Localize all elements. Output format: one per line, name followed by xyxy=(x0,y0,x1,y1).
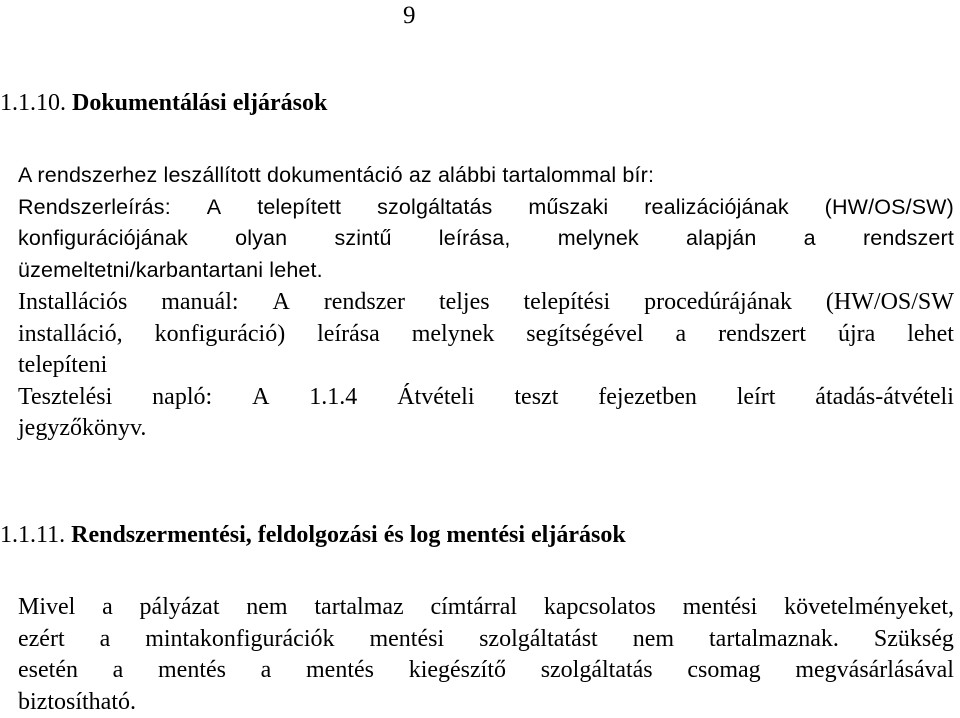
word: a xyxy=(113,655,124,687)
word: konfigurációjának xyxy=(18,223,188,255)
paragraph-line xyxy=(18,624,954,656)
paragraph-line xyxy=(18,319,954,351)
word: (HW/OS/SW) xyxy=(825,192,954,224)
word: a xyxy=(676,319,687,351)
word: nem xyxy=(633,624,674,656)
paragraph-line xyxy=(18,192,954,224)
word: mentés xyxy=(306,655,374,687)
word: (HW/OS/SW xyxy=(826,287,954,319)
word: Szükség xyxy=(874,624,954,656)
section-heading-1-1-11 xyxy=(0,520,626,550)
word: installáció, xyxy=(18,319,123,351)
documentation-intro-paragraph xyxy=(18,160,954,286)
word: pályázat xyxy=(140,592,220,624)
paragraph-line xyxy=(18,592,954,624)
word: újra xyxy=(838,319,875,351)
word: procedúrájának xyxy=(644,287,792,319)
paragraph-line: üzemeltetni/karbantartani lehet. xyxy=(18,255,954,287)
paragraph-line xyxy=(18,382,954,414)
paragraph-line xyxy=(18,223,954,255)
word: szolgáltatás xyxy=(377,192,492,224)
paragraph-line xyxy=(18,655,954,687)
section-title: Dokumentálási eljárások xyxy=(72,90,327,116)
word: szolgáltatás xyxy=(541,655,653,687)
section-number: 1.1.10. xyxy=(0,90,66,116)
word: mintakonfigurációk xyxy=(145,624,334,656)
word: 1.1.4 xyxy=(309,382,357,414)
word: segítségével xyxy=(526,319,643,351)
word: napló: xyxy=(152,382,212,414)
word: telepítési xyxy=(524,287,611,319)
word: a xyxy=(102,592,113,624)
paragraph-line xyxy=(18,287,954,319)
word: melynek xyxy=(412,319,495,351)
word: leírása, xyxy=(439,223,511,255)
word: mentési xyxy=(369,624,444,656)
word: nem xyxy=(246,592,287,624)
word: szintű xyxy=(334,223,391,255)
section-heading-1-1-10 xyxy=(0,88,327,118)
word: leírása xyxy=(317,319,380,351)
word: átadás-átvételi xyxy=(815,382,954,414)
installation-paragraph xyxy=(18,287,954,445)
word: tartalmaznak. xyxy=(709,624,839,656)
word: leírt xyxy=(737,382,776,414)
word: konfiguráció) xyxy=(155,319,286,351)
word: kapcsolatos xyxy=(544,592,656,624)
word: Installációs xyxy=(18,287,127,319)
word: tartalmaz xyxy=(314,592,403,624)
word: esetén xyxy=(18,655,78,687)
word: rendszer xyxy=(324,287,405,319)
word: követelményeket, xyxy=(784,592,954,624)
word: melynek xyxy=(558,223,639,255)
word: alapján xyxy=(686,223,756,255)
word: A xyxy=(207,192,222,224)
paragraph-line: telepíteni xyxy=(18,350,954,382)
word: szolgáltatást xyxy=(479,624,598,656)
word: rendszert xyxy=(863,223,954,255)
word: lehet xyxy=(907,319,954,351)
word: teljes xyxy=(439,287,490,319)
word: Tesztelési xyxy=(18,382,112,414)
paragraph-line: A rendszerhez leszállított dokumentáció az alábbi tartalommal bír: xyxy=(18,160,954,192)
page-number: 9 xyxy=(403,0,416,32)
word: a xyxy=(804,223,816,255)
word: realizációjának xyxy=(644,192,788,224)
word: teszt xyxy=(514,382,558,414)
word: manuál: xyxy=(161,287,238,319)
section-title: Rendszermentési, feldolgozási és log mentési eljárások xyxy=(71,522,626,548)
word: címtárral xyxy=(430,592,517,624)
word: rendszert xyxy=(718,319,806,351)
word: fejezetben xyxy=(598,382,697,414)
word: A xyxy=(252,382,269,414)
word: csomag xyxy=(687,655,760,687)
word: megvásárlásával xyxy=(795,655,954,687)
word: olyan xyxy=(235,223,287,255)
word: kiegészítő xyxy=(409,655,506,687)
word: A xyxy=(272,287,289,319)
section-number: 1.1.11. xyxy=(0,522,65,548)
word: Átvételi xyxy=(397,382,474,414)
word: mentési xyxy=(683,592,758,624)
word: a xyxy=(100,624,111,656)
word: műszaki xyxy=(528,192,608,224)
word: Mivel xyxy=(18,592,75,624)
word: telepített xyxy=(257,192,341,224)
word: ezért xyxy=(18,624,65,656)
word: Rendszerleírás: xyxy=(18,192,171,224)
word: a xyxy=(261,655,272,687)
paragraph-line: biztosítható. xyxy=(18,687,954,718)
paragraph-line: jegyzőkönyv. xyxy=(18,413,954,445)
backup-paragraph xyxy=(18,592,954,718)
word: mentés xyxy=(158,655,226,687)
